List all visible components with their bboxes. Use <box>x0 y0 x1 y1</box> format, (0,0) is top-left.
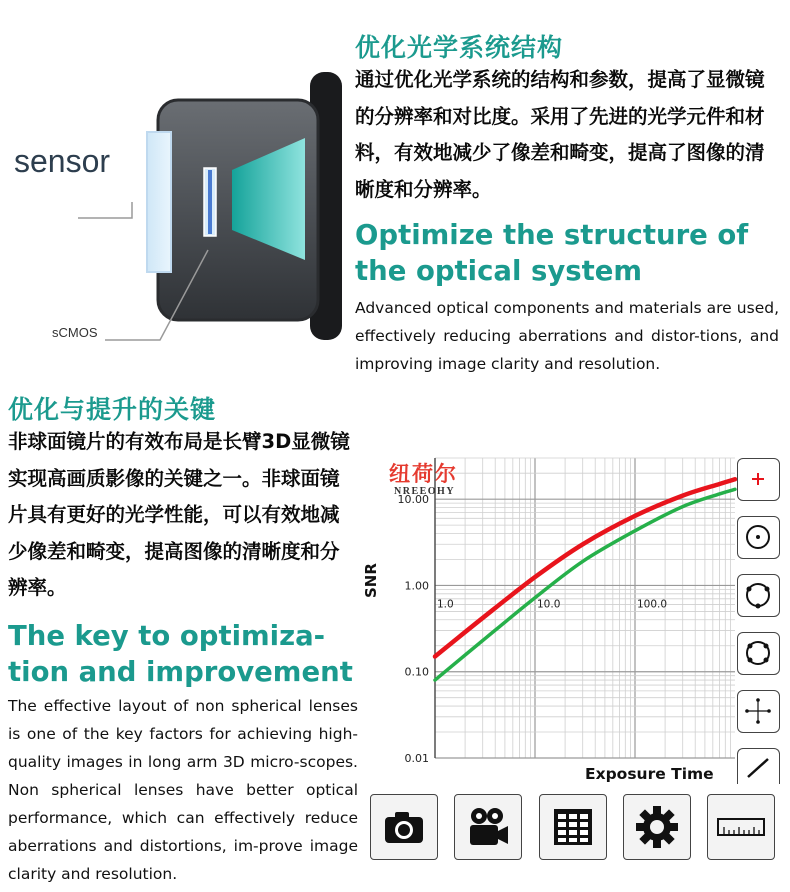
key-body-en: The effective layout of non spherical lenses is one of the key factors for achieving high-quality images in long arm 3D micro-scopes. Non spherical lenses have better optical performance, which can effectively reduce aberrations and distortions, im-prove image clarity and resolution. <box>8 697 358 883</box>
y-axis-label: SNR <box>362 563 380 598</box>
scmos-label: sCMOS <box>52 325 98 340</box>
video-camera-icon <box>465 805 511 849</box>
capture-photo-button[interactable] <box>370 794 438 860</box>
crosshair-icon <box>738 691 778 731</box>
y-tick-label: 0.10 <box>404 665 429 679</box>
add-point-button[interactable] <box>737 458 780 501</box>
x-tick-label: 10.0 <box>537 598 561 611</box>
key-title-en-line2: tion and improvement <box>8 656 353 688</box>
key-title-en-line1: The key to optimiza- <box>8 620 326 652</box>
line-icon <box>738 749 778 783</box>
circle-three-point-button[interactable] <box>737 574 780 617</box>
key-body-cn: 非球面镜片的有效布局是长臂3D显微镜实现高画质影像的关键之一。非球面镜片具有更好的光学性能，可以有效地减少像差和畸变，提高图像的清晰度和分辨率。 <box>8 430 350 599</box>
record-video-button[interactable] <box>454 794 522 860</box>
circle-four-point-button[interactable] <box>737 632 780 675</box>
line-tool-button[interactable] <box>737 748 780 784</box>
optics-title-cn: 优化光学系统结构 <box>355 33 564 62</box>
optics-body-en: Advanced optical components and materials are used, effectively reducing aberrations and distor-tions, and improving image clarity and resolution. <box>355 299 779 373</box>
y-tick-label: 0.01 <box>404 752 429 765</box>
key-title-cn: 优化与提升的关键 <box>8 395 217 424</box>
camera-icon <box>381 807 427 847</box>
sensor-diagram <box>0 60 345 360</box>
circle-three-point-icon <box>738 575 778 615</box>
brand-logo-cn: 纽荷尔 <box>389 461 458 486</box>
gear-icon <box>634 804 680 850</box>
plus-icon <box>738 459 778 499</box>
circle-four-point-icon <box>738 633 778 673</box>
y-tick-label: 10.00 <box>397 493 429 507</box>
crosshair-button[interactable] <box>737 690 780 733</box>
optics-title-en: Optimize the structure of the optical system <box>355 219 749 287</box>
measure-button[interactable] <box>707 794 775 860</box>
x-tick-label: 100.0 <box>637 598 668 611</box>
chart-series <box>435 479 735 680</box>
brand-logo-en: NREEOHY <box>394 486 456 497</box>
x-axis-label: Exposure Time <box>585 765 714 783</box>
ruler-icon <box>716 815 766 839</box>
settings-button[interactable] <box>623 794 691 860</box>
optics-body-cn: 通过优化光学系统的结构和参数，提高了显微镜的分辨率和对比度。采用了先进的光学元件和材料，有效地减少了像差和畸变，提高了图像的清晰度和分辨率。 <box>355 68 765 201</box>
circle-center-button[interactable] <box>737 516 780 559</box>
y-tick-label: 1.00 <box>404 579 429 593</box>
grid-table-icon <box>550 806 596 848</box>
snr-chart <box>375 450 785 792</box>
sensor-label: sensor <box>14 143 111 179</box>
circle-center-icon <box>738 517 778 557</box>
grid-view-button[interactable] <box>539 794 607 860</box>
x-tick-label: 1.0 <box>437 598 454 611</box>
series-line-0 <box>435 479 735 656</box>
key-title-en <box>8 618 363 690</box>
